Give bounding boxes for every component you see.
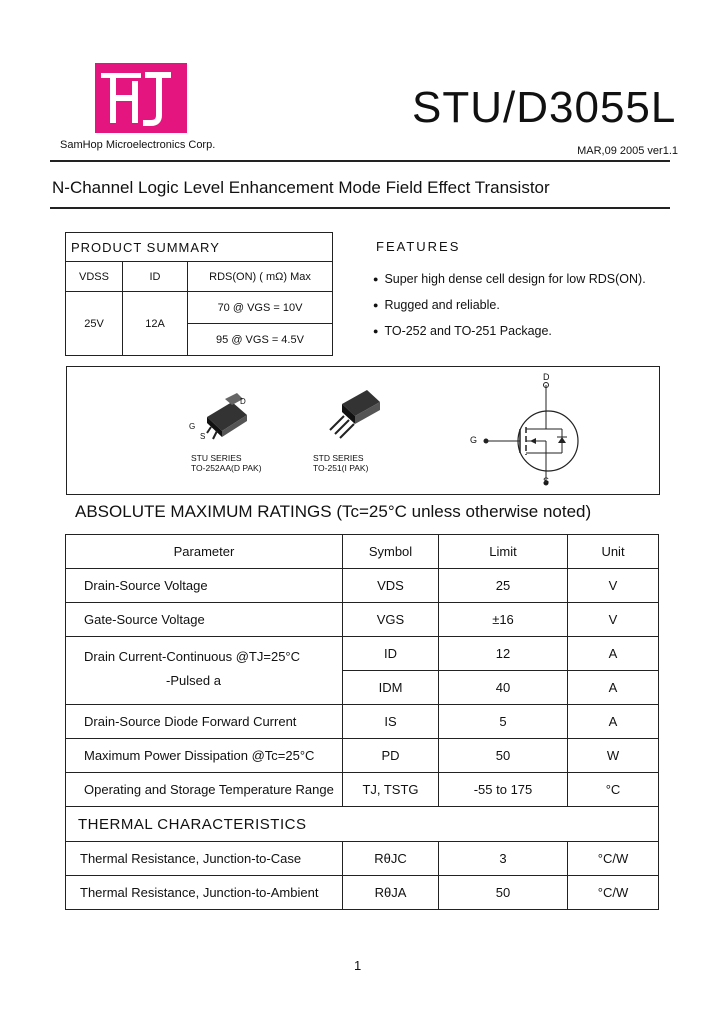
features-list [373,266,646,344]
param-pulsed: -Pulsed a [166,673,221,688]
limit-cell: 25 [439,569,568,603]
package-diagram-box [66,366,660,495]
unit-cell: A [568,705,659,739]
rds-header: RDS(ON) ( mΩ) Max [188,262,333,292]
symbol-cell: VGS [343,603,439,637]
table-row [66,569,659,603]
id-value: 12A [123,292,188,356]
samhop-logo [95,63,187,133]
table-row [66,842,659,876]
company-name: SamHop Microelectronics Corp. [60,139,216,151]
table-row [66,773,659,807]
unit-cell: A [568,637,659,671]
vdss-header: VDSS [66,262,123,292]
limit-cell: 5 [439,705,568,739]
symbol-cell: IDM [343,671,439,705]
unit-cell: °C [568,773,659,807]
to251-package-icon [312,382,392,447]
revision-date: MAR,09 2005 ver1.1 [577,145,678,157]
stu-series-text: STU SERIES [191,453,242,463]
std-package-text: TO-251(I PAK) [313,463,369,473]
symbol-cell: TJ, TSTG [343,773,439,807]
limit-cell: -55 to 175 [439,773,568,807]
stu-package-text: TO-252AA(D PAK) [191,463,262,473]
unit-cell: V [568,603,659,637]
pin-d-label: D [240,397,246,406]
std-series-text: STD SERIES [313,453,364,463]
table-row [66,876,659,910]
id-header: ID [123,262,188,292]
header-divider [50,160,670,162]
limit-cell: ±16 [439,603,568,637]
header-parameter: Parameter [66,535,343,569]
param-cell: Gate-Source Voltage [66,603,343,637]
to252-package-icon [187,387,267,447]
limit-cell: 50 [439,739,568,773]
param-cell: Drain-Source Voltage [66,569,343,603]
limit-cell: 3 [439,842,568,876]
symbol-cell: RθJA [343,876,439,910]
schematic-s-label: S [543,476,550,486]
table-row [66,739,659,773]
param-cell-drain-current [66,637,343,705]
param-continuous: Drain Current-Continuous @TJ=25°C [84,649,301,664]
param-cell: Thermal Resistance, Junction-to-Case [66,842,343,876]
symbol-cell: VDS [343,569,439,603]
document-subtitle: N-Channel Logic Level Enhancement Mode Field Effect Transistor [52,178,550,197]
header-unit: Unit [568,535,659,569]
rds-value-10v: 70 @ VGS = 10V [188,292,333,324]
schematic-g-label: G [470,435,478,445]
table-row [66,705,659,739]
mosfet-schematic-symbol [472,371,652,489]
ratings-table [65,534,659,910]
stu-package-label [191,453,262,473]
features-title: FEATURES [376,239,461,254]
param-cell: Thermal Resistance, Junction-to-Ambient [66,876,343,910]
param-cell: Maximum Power Dissipation @Tc=25°C [66,739,343,773]
table-row [66,637,659,671]
schematic-d-label: D [543,372,550,382]
vdss-value: 25V [66,292,123,356]
unit-cell: °C/W [568,876,659,910]
param-cell: Drain-Source Diode Forward Current [66,705,343,739]
feature-item: ● Super high dense cell design for low RDS(ON). [373,266,646,292]
symbol-cell: IS [343,705,439,739]
symbol-cell: ID [343,637,439,671]
part-number-title: STU/D3055L [412,83,677,132]
table-row [66,603,659,637]
std-package-label [313,453,368,473]
header-symbol: Symbol [343,535,439,569]
subtitle-divider [50,207,670,209]
thermal-characteristics-title: THERMAL CHARACTERISTICS [66,807,659,842]
rds-value-4v5: 95 @ VGS = 4.5V [188,324,333,356]
absolute-max-ratings-title: ABSOLUTE MAXIMUM RATINGS (Tc=25°C unless otherwise noted) [75,502,592,521]
unit-cell: A [568,671,659,705]
limit-cell: 40 [439,671,568,705]
limit-cell: 12 [439,637,568,671]
symbol-cell: PD [343,739,439,773]
unit-cell: W [568,739,659,773]
product-summary-table [65,232,333,356]
product-summary-title: PRODUCT SUMMARY [66,233,333,262]
page-number: 1 [354,958,362,973]
feature-item: ● Rugged and reliable. [373,292,646,318]
unit-cell: °C/W [568,842,659,876]
pin-s-label: S [200,432,206,441]
header-limit: Limit [439,535,568,569]
feature-item: ● TO-252 and TO-251 Package. [373,318,646,344]
unit-cell: V [568,569,659,603]
limit-cell: 50 [439,876,568,910]
pin-g-label: G [189,422,196,431]
symbol-cell: RθJC [343,842,439,876]
param-cell: Operating and Storage Temperature Range [66,773,343,807]
